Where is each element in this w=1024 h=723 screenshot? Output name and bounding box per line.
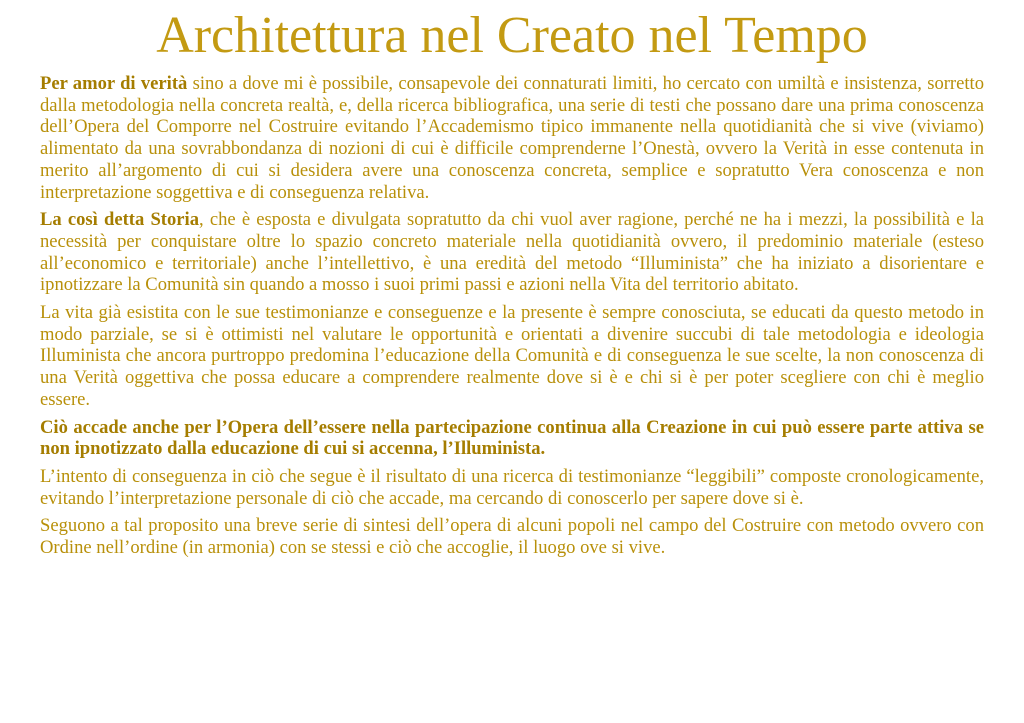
paragraph-la-vita: La vita già esistita con le sue testimonianze e conseguenze e la presente è sempre conosciuta, se educati da questo metodo in modo parziale, se si è ottimisti nel valutare le opportunità e orientati a divenire succubi di tale metodologia e ideologia Illuminista che ancora purtroppo predomina l’educazione della Comunità e di conseguenza le sue scelte, la non conoscenza di una Verità oggettiva che possa educare a comprendere realmente dove si è e chi si è per poter scegliere con chi è meglio essere.: [40, 302, 984, 410]
paragraph-cio-accade: Ciò accade anche per l’Opera dell’essere nella partecipazione continua alla Creazione in cui può essere parte attiva se non ipnotizzato dalla educazione di cui si accenna, l’Illuminista.: [40, 416, 984, 460]
paragraph-text: sino a dove mi è possibile, consapevole dei connaturati limiti, ho cercato con umiltà e insistenza, sorretto dalla metodologia nella concreta realtà, e, della ricerca bibliografica, una serie di testi che possano dare una prima conoscenza dell’Opera del Comporre nel Costruire evitando l’Accademismo tipico immanente nella quotidianità che si vive (viviamo) alimentato da una sovrabbondanza di nozioni di cui è difficile comprenderne l’Onestà, ovvero la Verità in esse contenuta in merito all’argomento di cui si desidera avere una conoscenza concreta, semplice e sopratutto Vera conoscenza e non interpretazione soggettiva e di conseguenza relativa.: [40, 73, 985, 203]
paragraph-text: , che è esposta e divulgata sopratutto da chi vuol aver ragione, perché ne ha i mezzi, la possibilità e la necessità per conquistare oltre lo spazio concreto materiale nella quotidianità ovvero, il predominio materiale (esteso all’economico e territoriale) anche l’intellettivo, è una eredità del metodo “Illuminista” che ha iniziato a disorientare e ipnotizzare la Comunità sin quando a mosso i suoi primi passi e azioni nella Vita del territorio abitato.: [40, 209, 984, 296]
paragraph-lead: Per amor di verità: [40, 73, 188, 94]
page-title: Architettura nel Creato nel Tempo: [156, 7, 868, 64]
paragraph-lead: La così detta Storia: [40, 209, 200, 231]
paragraph-seguono: Seguono a tal proposito una breve serie di sintesi dell’opera di alcuni popoli nel campo del Costruire con metodo ovvero con Ordine nell’ordine (in armonia) con se stessi e ciò che accoglie, il luogo ove si vive.: [40, 515, 984, 559]
document-body: [40, 73, 984, 565]
paragraph-la-cosi-detta-storia: [40, 209, 984, 296]
paragraph-intento: L’intento di conseguenza in ciò che segue è il risultato di una ricerca di testimonianze “leggibili” composte cronologicamente, evitando l’interpretazione personale di ciò che accade, ma cercando di conoscerlo per sapere dove si è.: [40, 465, 984, 509]
paragraph-per-amor-di-verita: [40, 73, 984, 203]
